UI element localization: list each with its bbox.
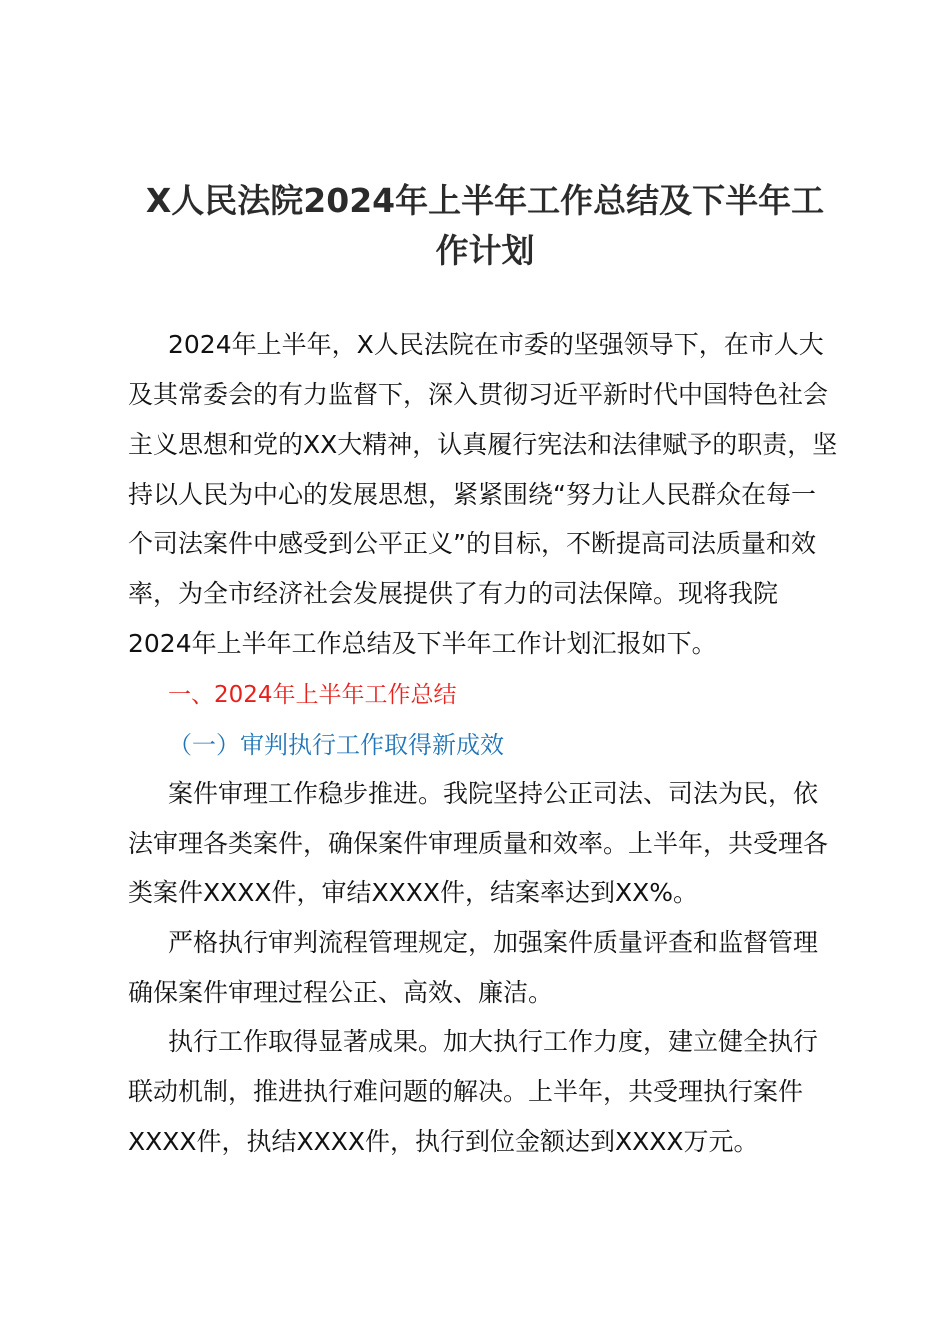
para2-line-2: 确保案件审理过程公正、高效、廉洁。 xyxy=(128,978,554,1007)
para1-line-1: 案件审理工作稳步推进。我院坚持公正司法、司法为民，依 xyxy=(168,779,819,808)
section-heading-1: 一、2024年上半年工作总结 xyxy=(168,682,457,708)
intro-line-2: 及其常委会的有力监督下，深入贯彻习近平新时代中国特色社会 xyxy=(128,380,829,409)
para1-line-2: 法审理各类案件，确保案件审理质量和效率。上半年，共受理各 xyxy=(128,829,829,858)
document-title-line-2: 作计划 xyxy=(435,231,535,270)
intro-line-1: 2024年上半年，X人民法院在市委的坚强领导下，在市人大 xyxy=(168,330,824,359)
para1-line-3: 类案件XXXX件，审结XXXX件，结案率达到XX%。 xyxy=(128,878,699,907)
para3-line-1: 执行工作取得显著成果。加大执行工作力度，建立健全执行 xyxy=(168,1027,819,1056)
para2-line-1: 严格执行审判流程管理规定，加强案件质量评查和监督管理 xyxy=(168,928,819,957)
para3-line-3: XXXX件，执结XXXX件，执行到位金额达到XXXX万元。 xyxy=(128,1127,759,1156)
intro-line-3: 主义思想和党的XX大精神，认真履行宪法和法律赋予的职责，坚 xyxy=(128,430,838,459)
intro-line-7: 2024年上半年工作总结及下半年工作计划汇报如下。 xyxy=(128,629,717,658)
document-title-line-1: X人民法院2024年上半年工作总结及下半年工 xyxy=(145,181,825,220)
intro-line-4: 持以人民为中心的发展思想，紧紧围绕“努力让人民群众在每一 xyxy=(128,480,816,509)
para3-line-2: 联动机制，推进执行难问题的解决。上半年，共受理执行案件 xyxy=(128,1077,804,1106)
intro-line-6: 率，为全市经济社会发展提供了有力的司法保障。现将我院 xyxy=(128,579,779,608)
intro-line-5: 个司法案件中感受到公平正义”的目标，不断提高司法质量和效 xyxy=(128,529,816,558)
section-heading-2: （一）审判执行工作取得新成效 xyxy=(168,731,504,759)
